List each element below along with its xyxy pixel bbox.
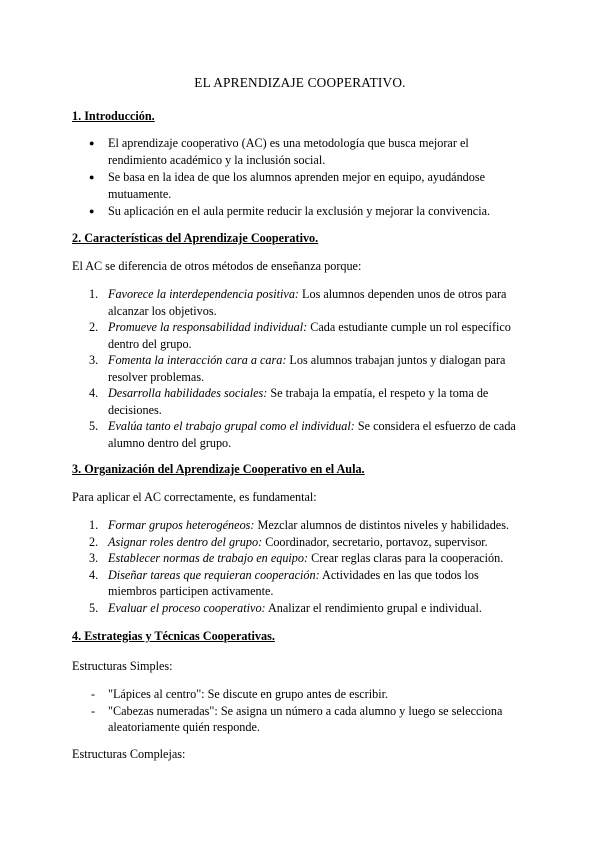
- list-item: ● Se basa en la idea de que los alumnos aprenden mejor en equipo, ayudándose mutuamente.: [89, 170, 486, 201]
- section-3-numbered-list: [72, 517, 532, 616]
- section-2-numbered-list: [72, 286, 532, 451]
- simple-structures-label: Estructuras Simples:: [72, 659, 173, 673]
- list-item: ● Su aplicación en el aula permite reducir la exclusión y mejorar la convivencia.: [89, 204, 491, 218]
- section-3-intro: Para aplicar el AC correctamente, es fundamental:: [72, 490, 317, 504]
- dash-marker: -: [91, 703, 96, 718]
- list-item: - "Cabezas numeradas": Se asigna un número a cada alumno y luego se selecciona aleatoriamente quién responde.: [91, 703, 503, 734]
- complex-structures-label: Estructuras Complejas:: [72, 747, 186, 761]
- list-item: 3. Fomenta la interacción cara a cara: Los alumnos trabajan juntos y dialogan para resolver problemas.: [89, 353, 506, 384]
- list-item: 4. Desarrolla habilidades sociales: Se trabaja la empatía, el respeto y la toma de decisiones.: [89, 386, 489, 417]
- section-3-heading: 3. Organización del Aprendizaje Cooperativo en el Aula.: [72, 462, 365, 476]
- section-1-heading: 1. Introducción.: [72, 109, 155, 123]
- bullet-icon: ●: [89, 138, 95, 148]
- dash-marker: -: [91, 687, 96, 701]
- list-item: 4. Diseñar tareas que requieran cooperación: Actividades en las que todos los miembros participen activamente.: [89, 567, 479, 598]
- list-item: 5. Evaluar el proceso cooperativo: Analizar el rendimiento grupal e individual.: [89, 600, 482, 615]
- section-4-heading: 4. Estrategias y Técnicas Cooperativas.: [72, 629, 275, 643]
- section-2-intro: El AC se diferencia de otros métodos de enseñanza porque:: [72, 259, 362, 273]
- list-item: ● El aprendizaje cooperativo (AC) es una metodología que busca mejorar el rendimiento académico y la inclusión social.: [89, 136, 469, 167]
- bullet-icon: ●: [89, 172, 95, 182]
- list-item: 2. Promueve la responsabilidad individual: Cada estudiante cumple un rol específico dentro del grupo.: [89, 320, 511, 351]
- list-item: 2. Asignar roles dentro del grupo: Coordinador, secretario, portavoz, supervisor.: [89, 534, 488, 549]
- list-item: - "Lápices al centro": Se discute en grupo antes de escribir.: [91, 687, 389, 701]
- section-2-heading: 2. Características del Aprendizaje Cooperativo.: [72, 231, 319, 245]
- list-item: 1. Formar grupos heterogéneos: Mezclar alumnos de distintos niveles y habilidades.: [89, 518, 509, 532]
- section-1-bullet-list: [72, 135, 532, 220]
- simple-structures-list: [72, 686, 532, 736]
- document-title: EL APRENDIZAJE COOPERATIVO.: [194, 75, 406, 90]
- list-item: 3. Establecer normas de trabajo en equipo: Crear reglas claras para la cooperación.: [89, 551, 504, 565]
- bullet-icon: ●: [89, 206, 95, 216]
- list-item: 5. Evalúa tanto el trabajo grupal como el individual: Se considera el esfuerzo de cada alumno dentro del grupo.: [89, 419, 516, 450]
- list-item: 1. Favorece la interdependencia positiva: Los alumnos dependen unos de otros para alcanzar los objetivos.: [89, 287, 507, 318]
